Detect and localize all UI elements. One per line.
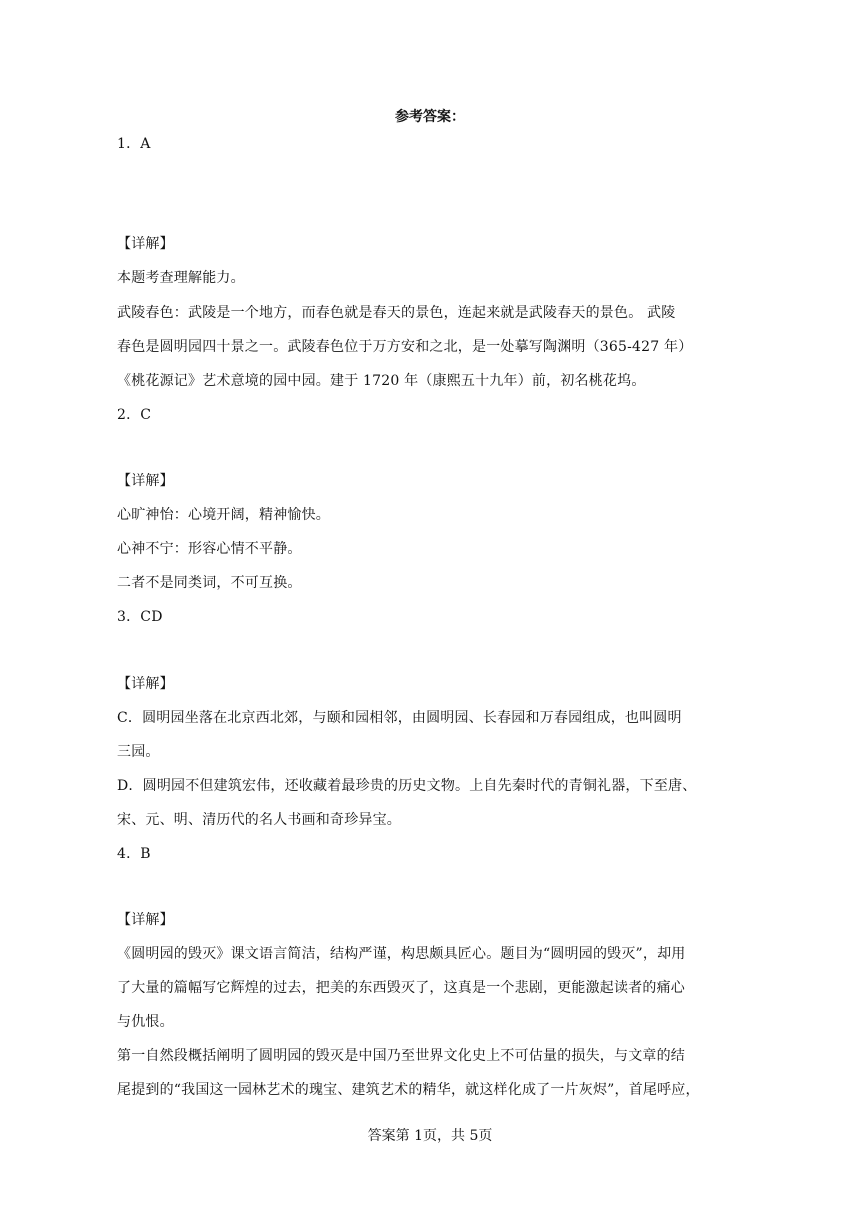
q3-answer: 3．CD	[117, 609, 163, 625]
q4-line: 了大量的篇幅写它辉煌的过去，把美的东西毁灭了，这真是一个悲剧，更能激起读者的痛心	[117, 980, 685, 996]
q4-line: 尾提到的“我国这一园林艺术的瑰宝、建筑艺术的精华，就这样化成了一片灰烬”，首尾呼应，	[117, 1082, 700, 1098]
q1-detail-label: 【详解】	[117, 236, 174, 252]
q1-answer: 1．A	[117, 136, 151, 152]
q1-line: 《桃花源记》艺术意境的园中园。建于 1720 年（康熙五十九年）前，初名桃花坞。	[117, 373, 646, 389]
q2-line: 心神不宁：形容心情不平静。	[117, 541, 302, 557]
q4-line: 第一自然段概括阐明了圆明园的毁灭是中国乃至世界文化史上不可估量的损失，与文章的结	[117, 1048, 685, 1064]
q2-answer: 2．C	[117, 407, 152, 423]
q2-detail-label: 【详解】	[117, 473, 174, 489]
q1-line: 武陵春色：武陵是一个地方，而春色就是春天的景色，连起来就是武陵春天的景色。 武陵	[117, 305, 676, 321]
q4-detail-label: 【详解】	[117, 912, 174, 928]
q3-line: C．圆明园坐落在北京西北郊，与颐和园相邻，由圆明园、长春园和万春园组成，也叫圆明	[117, 710, 682, 726]
q3-line: 宋、元、明、清历代的名人书画和奇珍异宝。	[117, 812, 401, 828]
q1-line: 春色是圆明园四十景之一。武陵春色位于万方安和之北，是一处摹写陶渊明（365-427 年）	[117, 339, 693, 355]
page-footer: 答案第 1页，共 5页	[367, 1128, 493, 1144]
page-title: 参考答案：	[395, 109, 465, 125]
q4-answer: 4．B	[117, 846, 151, 862]
q3-line: 三园。	[117, 744, 160, 760]
q2-line: 心旷神怡：心境开阔，精神愉快。	[117, 507, 330, 523]
q1-line: 本题考查理解能力。	[117, 270, 245, 286]
q3-line: D．圆明园不但建筑宏伟，还收藏着最珍贵的历史文物。上自先秦时代的青铜礼器，下至唐、	[117, 778, 697, 794]
q4-line: 与仇恨。	[117, 1014, 174, 1030]
q2-line: 二者不是同类词，不可互换。	[117, 575, 302, 591]
q3-detail-label: 【详解】	[117, 676, 174, 692]
q4-line: 《圆明园的毁灭》课文语言简洁，结构严谨，构思颇具匠心。题目为“圆明园的毁灭”，却用	[117, 946, 686, 962]
